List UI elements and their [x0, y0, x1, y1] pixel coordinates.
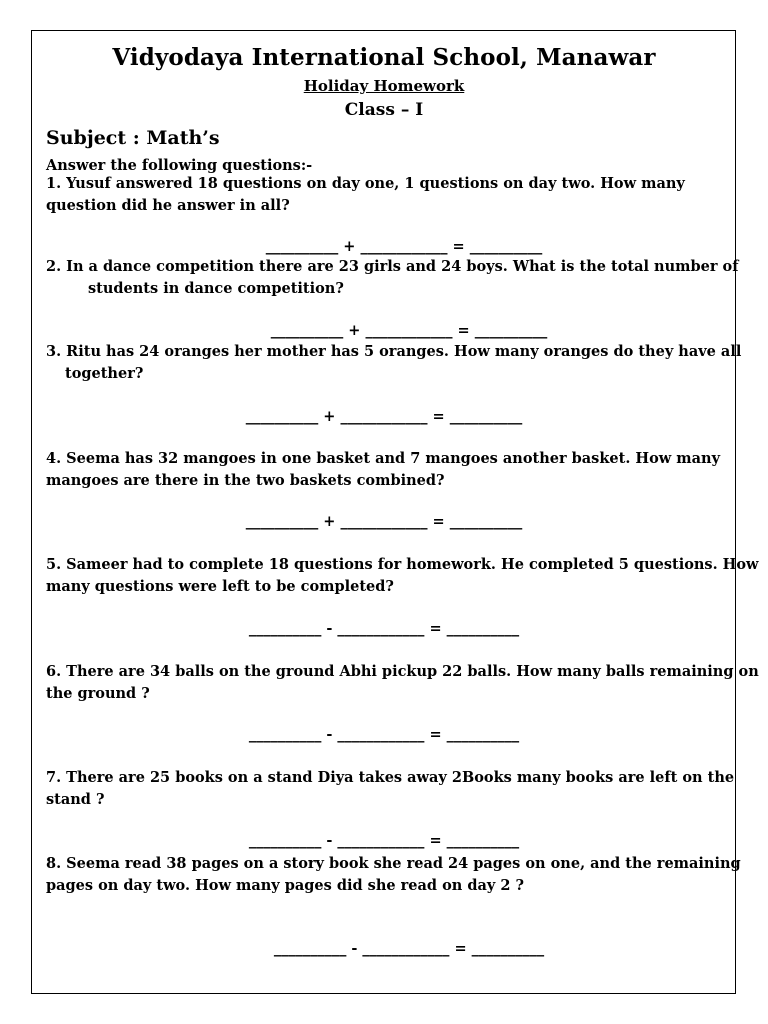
question-2 — [46, 256, 738, 300]
question-2-line-2: students in dance competition? — [88, 280, 344, 297]
question-6-line-2: the ground ? — [46, 685, 150, 702]
question-6 — [46, 661, 759, 705]
question-1 — [46, 173, 685, 217]
question-4-line-2: mangoes are there in the two baskets combined? — [46, 472, 445, 489]
question-5-line-1: 5. Sameer had to complete 18 questions for homework. He completed 5 questions. How — [46, 556, 759, 573]
question-8 — [46, 853, 741, 897]
school-name: Vidyodaya International School, Manawar — [112, 44, 656, 71]
subject-heading: Subject : Math’s — [46, 127, 220, 149]
answer-line-3: __________ + ____________ = __________ — [245, 408, 523, 425]
question-1-line-1: 1. Yusuf answered 18 questions on day one, 1 questions on day two. How many — [46, 175, 685, 192]
question-4 — [46, 448, 720, 492]
answer-line-1: __________ + ____________ = __________ — [265, 238, 543, 255]
homework-title: Holiday Homework — [303, 77, 465, 95]
question-4-line-1: 4. Seema has 32 mangoes in one basket and 7 mangoes another basket. How many — [46, 450, 721, 467]
question-5-line-2: many questions were left to be completed? — [46, 578, 394, 595]
question-2-line-1: 2. In a dance competition there are 23 girls and 24 boys. What is the total number of — [46, 258, 739, 275]
question-5 — [46, 554, 759, 598]
question-1-line-2: question did he answer in all? — [46, 197, 290, 214]
class-label: Class – I — [344, 100, 424, 120]
question-7-line-2: stand ? — [46, 791, 105, 808]
question-8-line-1: 8. Seema read 38 pages on a story book she read 24 pages on one, and the remaining — [46, 855, 741, 872]
question-3 — [46, 341, 741, 385]
question-7-line-1: 7. There are 25 books on a stand Diya takes away 2Books many books are left on the — [46, 769, 735, 786]
answer-line-8: __________ - ____________ = __________ — [273, 940, 545, 957]
instructions: Answer the following questions:- — [46, 157, 313, 174]
answer-line-7: __________ - ____________ = __________ — [248, 832, 520, 849]
answer-line-4: __________ + ____________ = __________ — [245, 513, 523, 530]
question-6-line-1: 6. There are 34 balls on the ground Abhi pickup 22 balls. How many balls remaining on — [46, 663, 759, 680]
question-7 — [46, 767, 734, 811]
question-3-line-2: together? — [65, 365, 144, 382]
answer-line-6: __________ - ____________ = __________ — [248, 726, 520, 743]
question-3-line-1: 3. Ritu has 24 oranges her mother has 5 oranges. How many oranges do they have all — [46, 343, 742, 360]
question-8-line-2: pages on day two. How many pages did she read on day 2 ? — [46, 877, 524, 894]
answer-line-5: __________ - ____________ = __________ — [248, 620, 520, 637]
answer-line-2: __________ + ____________ = __________ — [270, 322, 548, 339]
